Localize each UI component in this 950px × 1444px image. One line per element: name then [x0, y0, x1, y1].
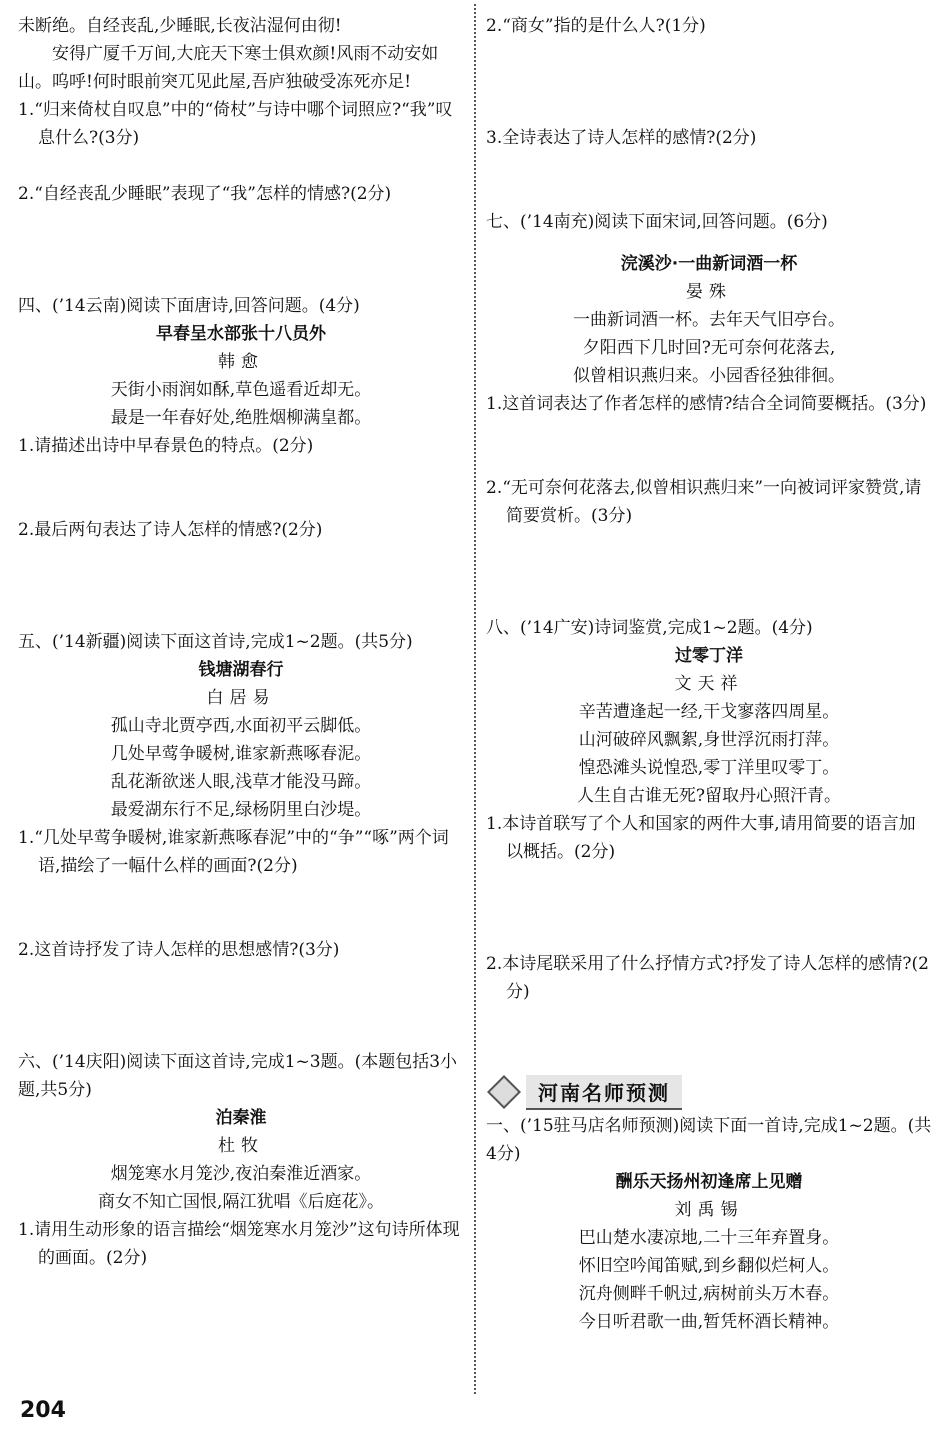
prediction-1-verse-1: 巴山楚水凄凉地,二十三年弃置身。: [578, 1228, 840, 1248]
s4-question-1: 1.请描述出诗中早春景色的特点。(2分): [18, 436, 314, 456]
s5-question-2: 2.这首诗抒发了诗人怎样的思想感情?(3分): [18, 940, 340, 960]
s3-question-1: 1.“归来倚杖自叹息”中的“倚杖”与诗中哪个词照应?“我”叹息什么?(3分): [18, 100, 453, 148]
badge-label: 河南名师预测: [526, 1075, 682, 1110]
section-4-heading: 四、(’14云南)阅读下面唐诗,回答问题。(4分): [18, 296, 360, 316]
section-5-verse-1: 孤山寺北贾亭西,水面初平云脚低。: [110, 716, 372, 736]
s5-question-1: 1.“几处早莺争暖树,谁家新燕啄春泥”中的“争”“啄”两个词语,描绘了一幅什么样的画面?(2分): [18, 828, 449, 876]
prediction-1-heading: 一、(’15驻马店名师预测)阅读下面一首诗,完成1~2题。(共4分): [486, 1116, 932, 1164]
prediction-1-poem-author: 刘禹锡: [674, 1200, 744, 1220]
section-5-verse-4: 最爱湖东行不足,绿杨阴里白沙堤。: [110, 800, 372, 820]
left-column: [18, 12, 464, 1272]
section-4-verse-2: 最是一年春好处,绝胜烟柳满皇都。: [110, 408, 372, 428]
prediction-1-verse-4: 今日听君歌一曲,暂凭杯酒长精神。: [578, 1312, 840, 1332]
section-6-heading: 六、(’14庆阳)阅读下面这首诗,完成1~3题。(本题包括3小题,共5分): [18, 1052, 458, 1100]
diamond-icon: [487, 1075, 521, 1109]
section-7-verse-1: 一曲新词酒一杯。去年天气旧亭台。: [573, 310, 845, 330]
section-8-verse-4: 人生自古谁无死?留取丹心照汗青。: [576, 786, 842, 806]
right-column: [486, 12, 932, 1336]
intro-paragraph-1: 未断绝。自经丧乱,少睡眠,长夜沾湿何由彻!: [18, 16, 342, 36]
section-7-poem-author: 晏殊: [686, 282, 732, 302]
prediction-1-poem-title: 酬乐天扬州初逢席上见赠: [615, 1172, 803, 1192]
section-7-poem-title: 浣溪沙·一曲新词酒一杯: [620, 254, 798, 274]
s6-question-3: 3.全诗表达了诗人怎样的感情?(2分): [486, 128, 757, 148]
section-8-heading: 八、(’14广安)诗词鉴赏,完成1~2题。(4分): [486, 618, 813, 638]
section-4-poem-title: 早春呈水部张十八员外: [156, 324, 326, 344]
section-6-verse-2: 商女不知亡国恨,隔江犹唱《后庭花》。: [98, 1192, 384, 1212]
s6-question-2: 2.“商女”指的是什么人?(1分): [486, 16, 706, 36]
section-7-heading: 七、(’14南充)阅读下面宋词,回答问题。(6分): [486, 212, 828, 232]
section-7-verse-2: 夕阳西下几时回?无可奈何花落去,: [582, 338, 836, 358]
column-divider: [474, 4, 476, 1394]
section-5-verse-3: 乱花渐欲迷人眼,浅草才能没马蹄。: [110, 772, 372, 792]
s8-question-2: 2.本诗尾联采用了什么抒情方式?抒发了诗人怎样的感情?(2分): [486, 954, 929, 1002]
s8-question-1: 1.本诗首联写了个人和国家的两件大事,请用简要的语言加以概括。(2分): [486, 814, 916, 862]
section-6-poem-title: 泊秦淮: [215, 1108, 267, 1128]
prediction-section-badge: [486, 1074, 932, 1110]
section-6-poem-author: 杜牧: [218, 1136, 264, 1156]
section-8-verse-3: 惶恐滩头说惶恐,零丁洋里叹零丁。: [578, 758, 840, 778]
section-5-heading: 五、(’14新疆)阅读下面这首诗,完成1~2题。(共5分): [18, 632, 413, 652]
prediction-1-verse-2: 怀旧空吟闻笛赋,到乡翻似烂柯人。: [578, 1256, 840, 1276]
section-5-verse-2: 几处早莺争暖树,谁家新燕啄春泥。: [110, 744, 372, 764]
section-6-verse-1: 烟笼寒水月笼沙,夜泊秦淮近酒家。: [110, 1164, 372, 1184]
page-number: 204: [20, 1398, 66, 1423]
s4-question-2: 2.最后两句表达了诗人怎样的情感?(2分): [18, 520, 323, 540]
s7-question-1: 1.这首词表达了作者怎样的感情?结合全词简要概括。(3分): [486, 394, 927, 414]
section-4-poem-author: 韩愈: [218, 352, 264, 372]
intro-paragraph-2: 安得广厦千万间,大庇天下寒士俱欢颜!风雨不动安如山。呜呼!何时眼前突兀见此屋,吾庐独破受冻死亦足!: [18, 44, 439, 92]
s7-question-2: 2.“无可奈何花落去,似曾相识燕归来”一向被词评家赞赏,请简要赏析。(3分): [486, 478, 922, 526]
section-8-verse-1: 辛苦遭逢起一经,干戈寥落四周星。: [578, 702, 840, 722]
section-8-verse-2: 山河破碎风飘絮,身世浮沉雨打萍。: [578, 730, 840, 750]
prediction-1-verse-3: 沉舟侧畔千帆过,病树前头万木春。: [578, 1284, 840, 1304]
section-4-verse-1: 天街小雨润如酥,草色遥看近却无。: [110, 380, 372, 400]
section-7-verse-3: 似曾相识燕归来。小园香径独徘徊。: [573, 366, 845, 386]
section-8-poem-title: 过零丁洋: [675, 646, 743, 666]
section-8-poem-author: 文天祥: [674, 674, 744, 694]
s6-question-1: 1.请用生动形象的语言描绘“烟笼寒水月笼沙”这句诗所体现的画面。(2分): [18, 1220, 460, 1268]
s3-question-2: 2.“自经丧乱少睡眠”表现了“我”怎样的情感?(2分): [18, 184, 392, 204]
section-5-poem-author: 白居易: [206, 688, 276, 708]
section-5-poem-title: 钱塘湖春行: [198, 660, 284, 680]
